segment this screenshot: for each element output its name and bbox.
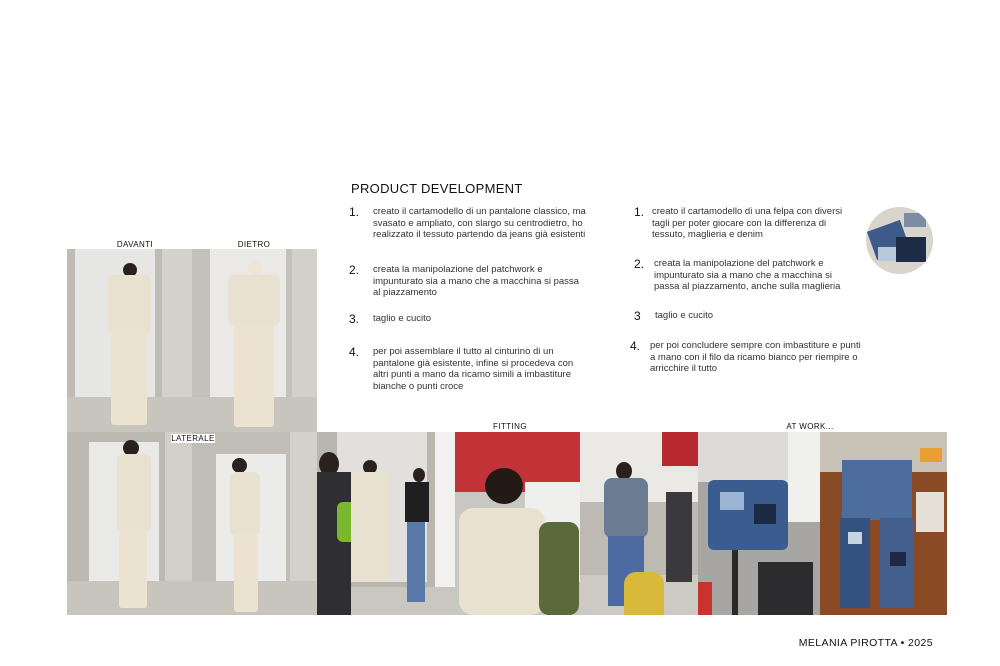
photo-fitting-2 <box>455 432 580 615</box>
photo-at-work-1 <box>698 432 820 615</box>
page-title: PRODUCT DEVELOPMENT <box>351 181 523 196</box>
right-step-1 <box>634 206 859 241</box>
step-text: per poi assemblare il tutto al cinturino di un pantalone già esistente, infine si procedeva con altri punti a mano da ricamo simili a imbastiture bianche o punti croce <box>373 346 574 392</box>
right-step-2 <box>634 258 859 293</box>
footer-author: MELANIA PIROTTA • 2025 <box>798 637 933 649</box>
step-number: 1. <box>349 205 360 219</box>
step-text: creato il cartamodello di un pantalone classico, ma svasato e ampliato, con slargo su centrodietro, ho realizzato il tessuto partendo da jeans già esistenti <box>373 206 586 240</box>
photo-front-view <box>67 249 192 432</box>
step-number: 2. <box>634 257 645 271</box>
left-step-3 <box>349 313 579 325</box>
workshop-circle-photo <box>866 207 933 274</box>
step-text: per poi concludere sempre con imbastiture e punti a mano con il filo da ricamo bianco per riempire o arricchire il tutto <box>650 340 861 374</box>
step-text: creato il cartamodello di una felpa con diversi tagli per poter giocare con la differenza di tessuto, maglieria e denim <box>652 206 843 240</box>
step-number: 3 <box>634 309 641 323</box>
photo-back-view <box>192 249 317 432</box>
left-step-2 <box>349 264 579 299</box>
step-number: 2. <box>349 263 360 277</box>
step-number: 1. <box>634 205 645 219</box>
caption-side: LATERALE <box>171 434 215 443</box>
step-text: creata la manipolazione del patchwork e impunturato sia a mano che a macchina si passa al piazzamento <box>373 264 579 298</box>
right-step-3 <box>634 310 859 322</box>
photo-fitting-3 <box>580 432 698 615</box>
step-number: 4. <box>349 345 360 359</box>
left-step-1 <box>349 206 589 241</box>
right-step-4 <box>630 340 862 375</box>
caption-back: DIETRO <box>237 240 271 249</box>
photo-side-view-1 <box>67 432 192 615</box>
step-text: creata la manipolazione del patchwork e impunturato sia a mano che a macchina si passa al piazzamento, anche sulla maglieria <box>654 258 841 292</box>
step-text: taglio e cucito <box>655 310 714 321</box>
step-number: 3. <box>349 312 360 326</box>
photo-fitting-1 <box>317 432 455 615</box>
caption-at-work: AT WORK... <box>786 422 834 431</box>
step-text: taglio e cucito <box>373 313 432 324</box>
caption-front: DAVANTI <box>116 240 154 249</box>
photo-at-work-2 <box>820 432 947 615</box>
step-number: 4. <box>630 339 641 353</box>
photo-side-view-2 <box>192 432 317 615</box>
left-step-4 <box>349 346 589 392</box>
caption-fitting: FITTING <box>493 422 527 431</box>
